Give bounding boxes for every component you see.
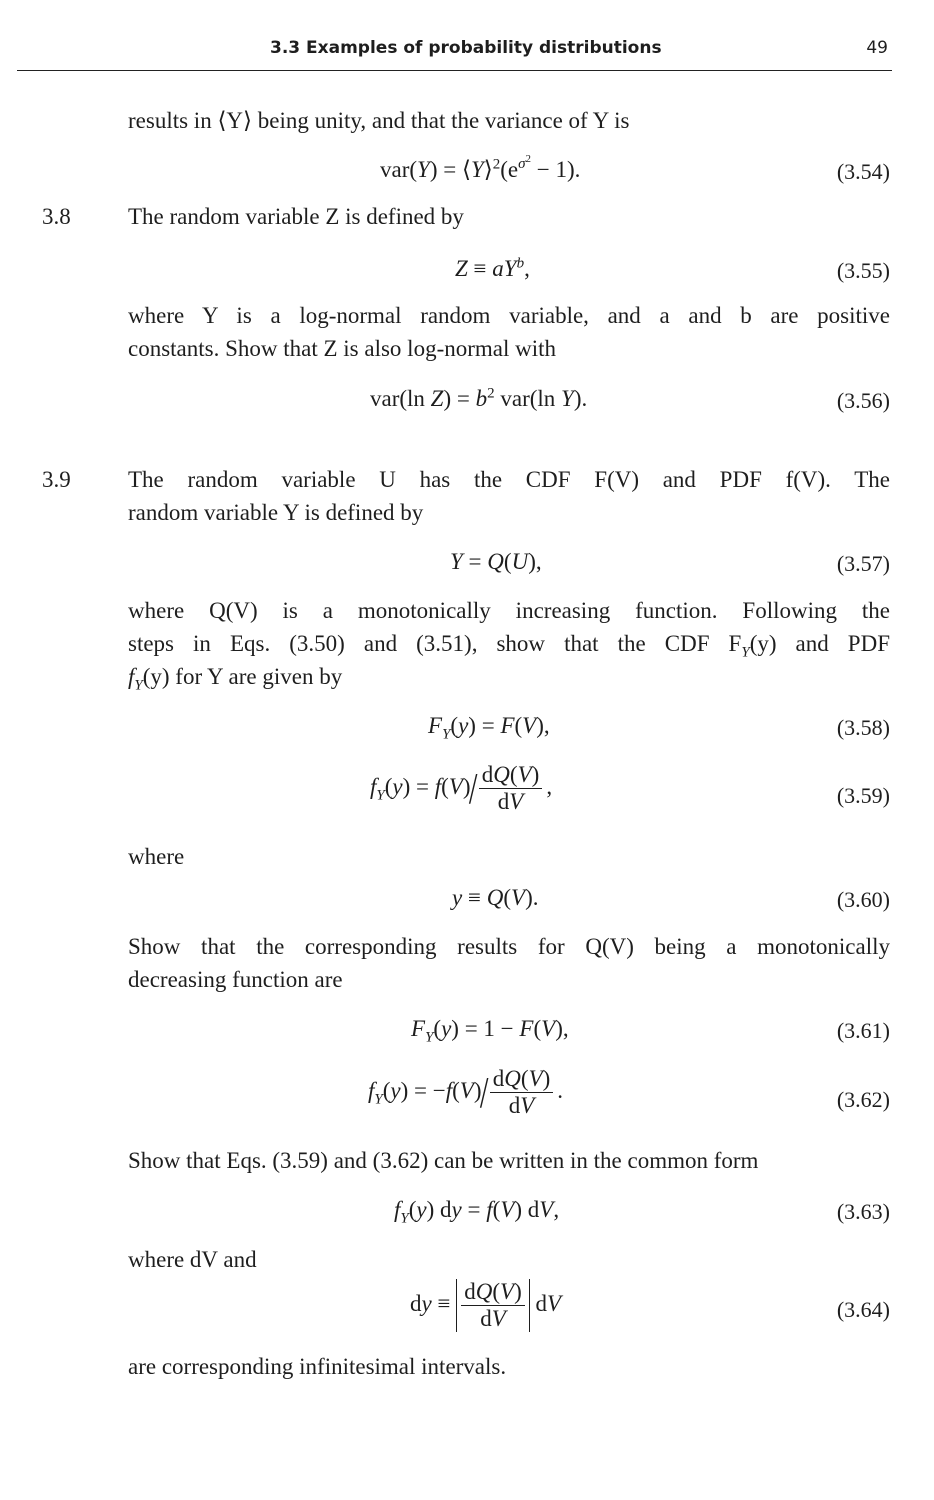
equation-3-58: $F_Y(y) = F(V)$, bbox=[428, 713, 550, 743]
decreasing-line2: decreasing function are bbox=[128, 967, 343, 992]
decreasing-line1: Show that the corresponding results for Q(V) being a monotonically bbox=[128, 934, 890, 959]
equation-3-55: $Z \equiv aY^b$, bbox=[455, 255, 530, 281]
problem-3-8-line: The random variable Z is defined by bbox=[128, 204, 464, 229]
equation-number-3-64: (3.64) bbox=[836, 1297, 890, 1322]
running-head-title: 3.3 Examples of probability distributions bbox=[270, 38, 662, 58]
intro-line: results in ⟨Y⟩ being unity, and that the variance of Y is bbox=[128, 108, 630, 133]
decreasing-paragraph bbox=[128, 930, 890, 996]
problem-number-3-8: 3.8 bbox=[42, 204, 71, 229]
where-dv-paragraph bbox=[128, 1243, 890, 1276]
problem-3-9-line1: The random variable U has the CDF F(V) and PDF f(V). The bbox=[128, 467, 890, 492]
equation-number-3-54: (3.54) bbox=[836, 159, 890, 184]
equation-3-61: $F_Y(y) = 1 - F(V)$, bbox=[411, 1016, 569, 1046]
equation-number-3-57: (3.57) bbox=[836, 551, 890, 576]
common-form-line: Show that Eqs. (3.59) and (3.62) can be written in the common form bbox=[128, 1148, 759, 1173]
common-form-paragraph bbox=[128, 1144, 890, 1177]
header-rule bbox=[17, 70, 892, 71]
equation-3-56: var(ln $Z) = b^2$ var(ln Y). bbox=[370, 385, 588, 411]
equation-3-62: $f_Y(y) = -f(V)/$ $\frac{dQ(V)}{dV}$ . bbox=[368, 1066, 564, 1118]
problem-number-3-9: 3.9 bbox=[42, 467, 71, 492]
problem-3-9-statement bbox=[128, 463, 890, 529]
equation-number-3-59: (3.59) bbox=[836, 783, 890, 808]
problem-3-9-where-line3: $f_Y(y)$ for Y are given by bbox=[128, 664, 343, 694]
page-number: 49 bbox=[866, 38, 888, 58]
where-label-paragraph bbox=[128, 840, 890, 873]
equation-3-57: Y = Q(U), bbox=[450, 549, 542, 574]
problem-3-8-where bbox=[128, 299, 890, 365]
equation-3-60: y ≡ Q(V). bbox=[452, 885, 539, 910]
problem-3-9-where-line1: where Q(V) is a monotonically increasing function. Following the bbox=[128, 598, 890, 623]
equation-number-3-62: (3.62) bbox=[836, 1087, 890, 1112]
equation-number-3-61: (3.61) bbox=[836, 1018, 890, 1043]
equation-number-3-63: (3.63) bbox=[836, 1199, 890, 1224]
equation-3-59: $f_Y(y) = f(V)/$ $\frac{dQ(V)}{dV}$ , bbox=[370, 762, 553, 814]
problem-3-8-statement bbox=[128, 200, 890, 233]
problem-3-8-where-line1: where Y is a log-normal random variable, and a and b are positive bbox=[128, 303, 890, 328]
intro-paragraph bbox=[128, 104, 890, 137]
where-label: where bbox=[128, 844, 185, 869]
where-dv-line: where dV and bbox=[128, 1247, 257, 1272]
final-line: are corresponding infinitesimal intervals. bbox=[128, 1354, 507, 1379]
problem-3-8-where-line2: constants. Show that Z is also log-normal with bbox=[128, 336, 557, 361]
problem-3-9-where bbox=[128, 594, 890, 693]
final-paragraph bbox=[128, 1350, 890, 1383]
problem-3-9-where-line2: steps in Eqs. (3.50) and (3.51), show that the CDF $F_Y(y)$ and PDF bbox=[128, 631, 890, 661]
equation-number-3-58: (3.58) bbox=[836, 715, 890, 740]
equation-number-3-55: (3.55) bbox=[836, 258, 890, 283]
equation-number-3-60: (3.60) bbox=[836, 887, 890, 912]
equation-number-3-56: (3.56) bbox=[836, 388, 890, 413]
equation-3-64: dy ≡ $\frac{dQ(V)}{dV}$ dV bbox=[410, 1279, 562, 1331]
problem-3-9-line2: random variable Y is defined by bbox=[128, 500, 424, 525]
page-header bbox=[0, 38, 934, 64]
equation-3-63: $f_Y(y)$ dy = f(V) dV, bbox=[394, 1197, 560, 1227]
equation-3-54: $var(Y) = ⟨Y⟩^2(e^{\sigma^2} - 1)$. bbox=[380, 153, 581, 182]
